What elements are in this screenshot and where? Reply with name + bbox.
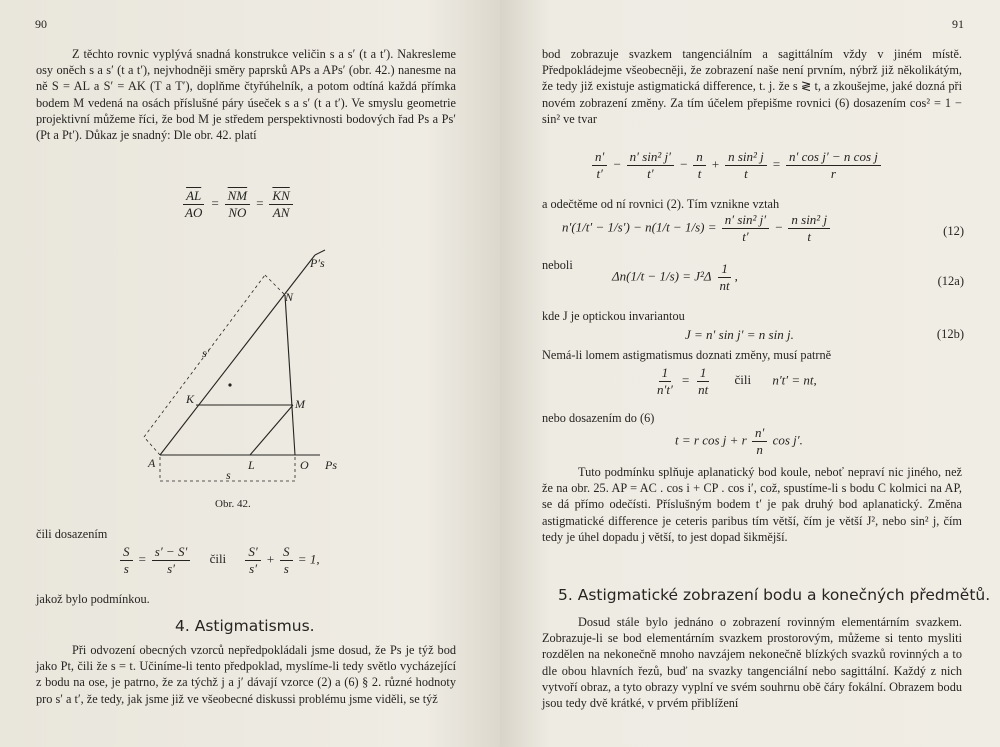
figure-caption: Obr. 42. xyxy=(215,498,251,510)
equation: $\frac{n'}{t'}$ − $\frac{\text{n′ sin² j′}}{t'}$ − $\frac{n}{t}$ + $\frac{\text{n sin² j}}{t}$ = $\frac{\text{n′ cos j′ − n cos j}}{r}$ xyxy=(590,150,883,181)
paragraph: Z těchto rovnic vyplývá snadná konstrukce veličin s a s′ (t a t′). Nakresleme osy oněch s a s′ (t a t′), nejvhodněji směry paprsků APs a APs′ (obr. 42.) nanesme na ně S = AL a S′ = AK (T a T′), doplňme čtyřúhelník, a potom odtíná každá přímka bodem M vedená na osách příslušné páry úseček s a s′ (t a t′). Ve smyslu geometrie projektivní můžeme říci, že bod M je středem perspektivnosti bodových řad Ps a Ps′ (Pt a Pt′). Důkaz je snadný: Dle obr. 42. platí xyxy=(36,47,456,143)
page-number: 90 xyxy=(35,17,47,31)
text-line: a odečtěme od ní rovnici (2). Tím vznikne vztah xyxy=(542,197,780,211)
label-s: s xyxy=(226,468,231,482)
equation-number: (12) xyxy=(943,224,964,238)
section-heading: 4. Astigmatismus. xyxy=(175,617,315,635)
figure-42 xyxy=(130,245,360,495)
label-a: A xyxy=(148,456,156,470)
equation: n′(1/t′ − 1/s′) − n(1/t − 1/s) = $\frac{\text{n′ sin² j′}}{t'}$ − $\frac{\text{n sin² j}}{t}$ xyxy=(562,213,832,244)
equation: $\frac{\overline{AL}}{AO}$ = $\frac{\overline{NM}}{NO}$ = $\frac{\overline{KN}}{AN}$ xyxy=(180,189,295,220)
text-line: kde J je optickou invariantou xyxy=(542,309,685,323)
label-s-prime: s′ xyxy=(202,346,210,360)
right-page xyxy=(500,0,1000,747)
text-line: čili dosazením xyxy=(36,527,108,541)
label-n: N xyxy=(285,290,294,304)
paragraph: Tuto podmínku splňuje aplanatický bod koule, neboť nepraví nic jiného, než že na obr. 25. AP = AC . cos i + CP . cos i′, což, spustíme-li s bodu C kolmici na AP, se dá přímo odečísti. Příslušným bodem t′ je pak druhý bod aplanatický. Změna astigmatické difference je ceteris paribus tím větší, čím je větší J², nebo sin² j, čím tedy je úhel dopadu j větší, to jest dopad šikmější. xyxy=(542,465,962,544)
label-ps-prime: P′s xyxy=(310,256,325,270)
label-m: M xyxy=(295,397,305,411)
equation-number: (12b) xyxy=(936,327,964,341)
label-k: K xyxy=(186,392,195,406)
text-line: Nemá-li lomem astigmatismus doznati změny, musí patrně xyxy=(542,348,832,362)
equation: t = r cos j + r $\frac{n'}{n}$ cos j′. xyxy=(675,425,803,457)
section-heading: 5. Astigmatické zobrazení bodu a konečných předmětů. xyxy=(558,586,991,604)
equation: $\frac{S}{s}$ = $\frac{s' - S'}{s'}$ čili $\frac{S'}{s'}$ + $\frac{S}{s}$ = 1, xyxy=(118,545,320,576)
text-line: neboli xyxy=(542,258,573,272)
equation: Δn(1/t − 1/s) = J²Δ $\frac{1}{nt}$ , xyxy=(612,261,738,293)
paragraph: bod zobrazuje svazkem tangenciálním a sagittálním vždy v jiném místě. Předpokládejme všeobecněji, že zobrazení naše není prvním, nýbrž již několikátým, že tedy již existuje astigmatická difference, t. j. že s ≷ t, a zkoušejme, jaké dozná při novém zobrazení změny. Za tím účelem přepišme rovnici (6) dosazením cos² = 1 − sin² ve tvar xyxy=(542,47,962,126)
equation: $\frac{1}{n't'}$ = $\frac{1}{nt}$ čili n′t′ = nt, xyxy=(657,365,817,397)
page-number: 91 xyxy=(952,17,964,31)
paragraph: Dosud stále bylo jednáno o zobrazení rovinným elementárním svazkem. Zobrazuje-li se bod elementárním svazkem prostorovým, můžeme si tento mysliti rozdělen na nekonečně mnoho navzájem nekonečně blízkých svazků rovinných a to dle obou hlavních řezů, buď na svazky tangenciální nebo sagittální. Každý z nich vytvoří obraz, a tyto obrazy vyplní ve svém souhrnu obě čáry fokální. Obrazem bodu jsou tedy dvě krátké, v prvém přiblížení xyxy=(542,615,962,711)
label-ps: Ps xyxy=(325,458,337,472)
text-line: nebo dosazením do (6) xyxy=(542,411,655,425)
paragraph: Při odvození obecných vzorců nepředpokládali jsme dosud, že Ps je týž bod jako Pt, čili že s = t. Učiníme-li tento předpoklad, myslíme-li tedy světlo vycházející z bodu na ose, je patrno, že za týchž j a j′ dávají vzorce (2) a (6) § 2. různé hodnoty pro s′ a t′, že tedy, jak jsme již ve všeobecné diskussi problému jsme viděli, se týž xyxy=(36,643,456,706)
text-line: jakož bylo podmínkou. xyxy=(36,592,150,606)
equation-number: (12a) xyxy=(937,274,964,288)
label-l: L xyxy=(248,458,255,472)
equation: J = n′ sin j′ = n sin j. xyxy=(685,327,794,342)
label-o: O xyxy=(300,458,309,472)
